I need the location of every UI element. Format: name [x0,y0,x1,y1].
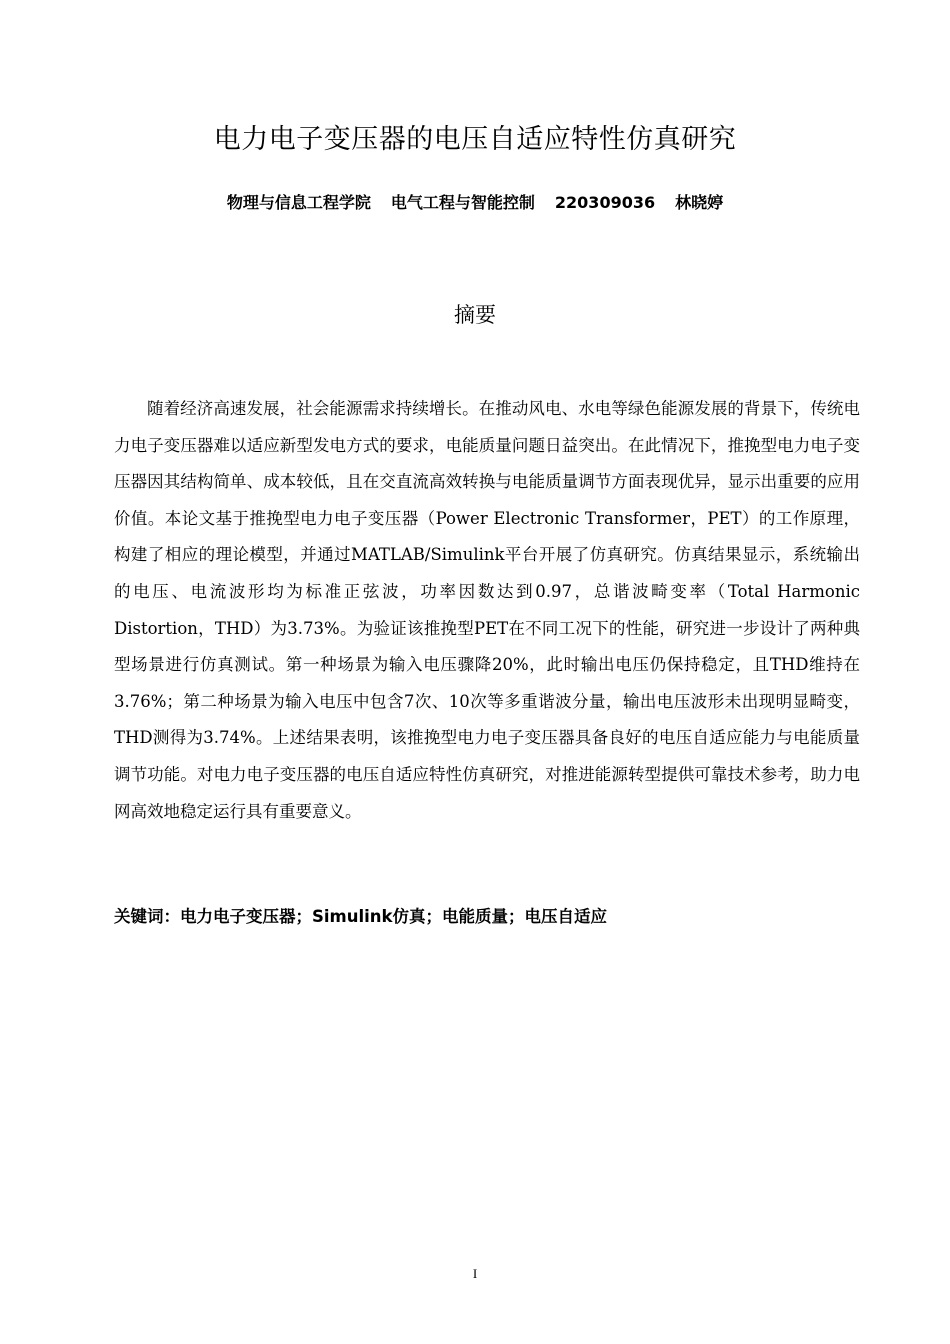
abstract-body: 随着经济高速发展，社会能源需求持续增长。在推动风电、水电等绿色能源发展的背景下，传统电力电子变压器难以适应新型发电方式的要求，电能质量问题日益突出。在此情况下，推挽型电力电子变压器因其结构简单、成本较低，且在交直流高效转换与电能质量调节方面表现优异，显示出重要的应用价值。本论文基于推挽型电力电子变压器（Power Electronic Transformer，PET）的工作原理，构建了相应的理论模型，并通过MATLAB/Simulink平台开展了仿真研究。仿真结果显示，系统输出的电压、电流波形均为标准正弦波，功率因数达到0.97，总谐波畸变率（Total Harmonic Distortion，THD）为3.73%。为验证该推挽型PET在不同工况下的性能，研究进一步设计了两种典型场景进行仿真测试。第一种场景为输入电压骤降20%，此时输出电压仍保持稳定，且THD维持在3.76%；第二种场景为输入电压中包含7次、10次等多重谐波分量，输出电压波形未出现明显畸变，THD测得为3.74%。上述结果表明，该推挽型电力电子变压器具备良好的电压自适应能力与电能质量调节功能。对电力电子变压器的电压自适应特性仿真研究，对推进能源转型提供可靠技术参考，助力电网高效地稳定运行具有重要意义。 [114,399,860,821]
paper-title: 电力电子变压器的电压自适应特性仿真研究 [213,124,737,155]
abstract-heading: 摘要 [454,303,496,327]
author-student-id: 220309036 [554,193,656,212]
author-school: 物理与信息工程学院 [226,193,371,212]
author-name: 林晓婷 [675,193,724,212]
author-major: 电气工程与智能控制 [390,193,535,212]
keywords-line: 关键词：电力电子变压器；Simulink仿真；电能质量；电压自适应 [114,907,608,926]
page-number: I [472,1266,478,1281]
author-info-line [0,190,950,216]
